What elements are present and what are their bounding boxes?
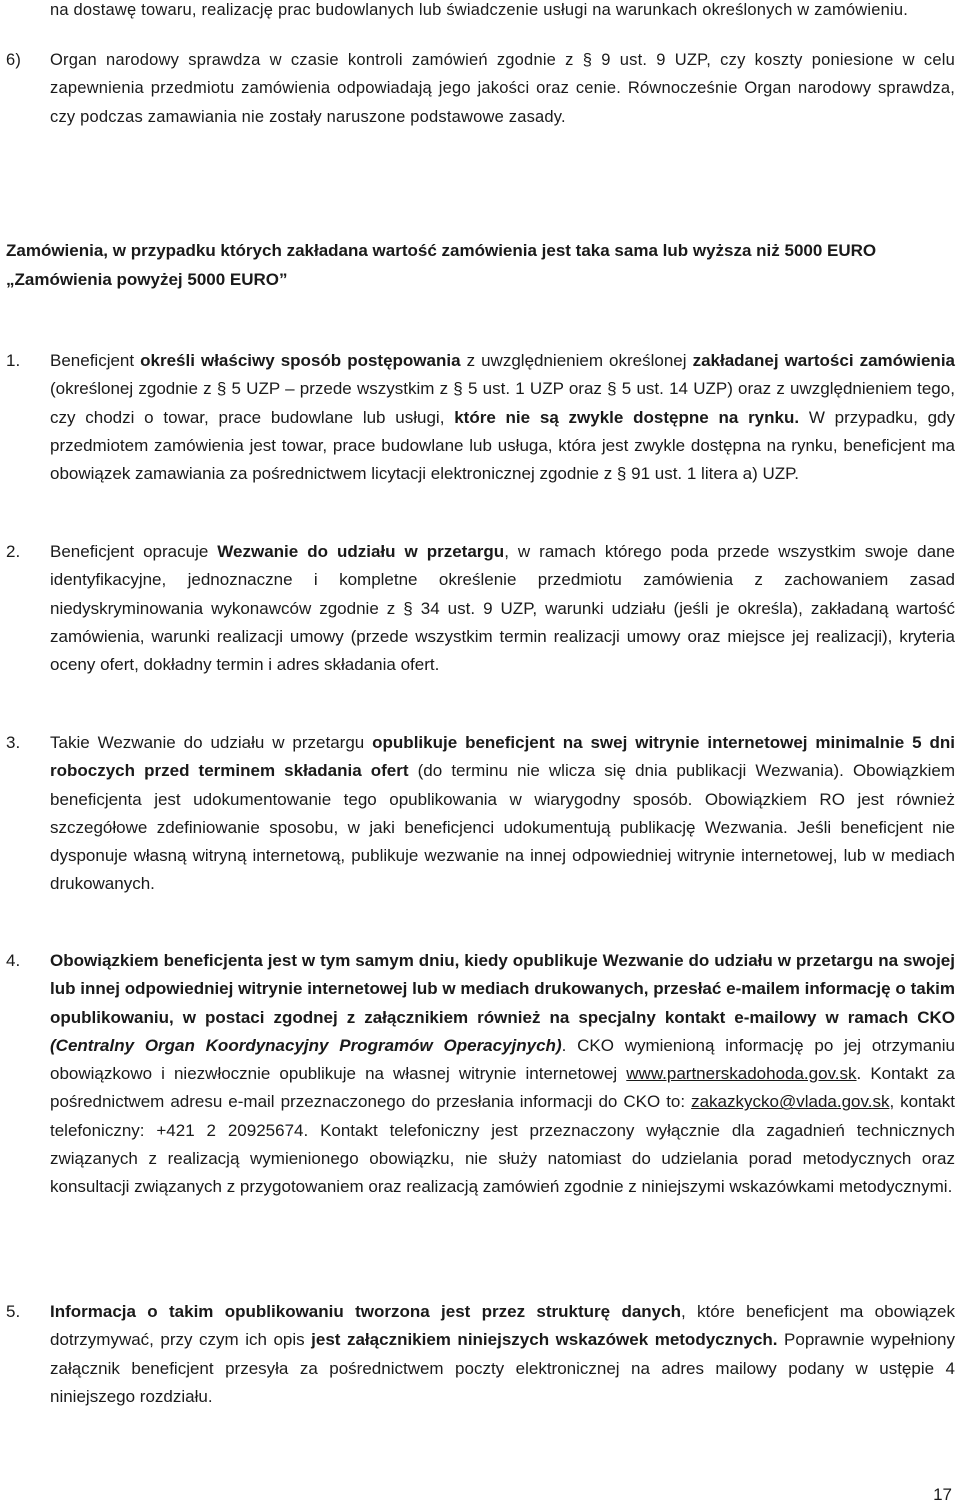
item-4: 4. Obowiązkiem beneficjenta jest w tym samym dniu, kiedy opublikuje Wezwanie do udziału w przetargu na swojej lub innej odpowiedniej witrynie internetowej lub w mediach drukowanych, przesłać e-mailem informację o takim opublikowaniu, w postaci zgodnej z załącznikiem również na specjalny kontakt e-mailowy w ramach CKO (Centralny Organ Koordynacyjny Programów Operacyjnych). CKO wymienioną informację po jej otrzymaniu obowiązkowo i niezwłocznie opublikuje na własnej witrynie internetowej www.partnerskadohoda.gov.sk. Kontakt za pośrednictwem adresu e-mail przeznaczonego do przesłania informacji do CKO to: zakazkycko@vlada.gov.sk, kontakt telefoniczny: +421 2 20925674. Kontakt telefoniczny jest przeznaczony wyłącznie dla zagadnień technicznych związanych z realizacją wymienionego obowiązku, nie służy natomiast do udzielania porad metodycznych oraz konsultacji związanych z przygotowaniem oraz realizacją zamówień zgodnie z niniejszymi wskazówkami metodycznymi. [50,947,955,1202]
cko-email-link[interactable]: zakazkycko@vlada.gov.sk [691,1092,890,1112]
item-1: 1. Beneficjent określi właściwy sposób postępowania z uwzględnieniem określonej zakładanej wartości zamówienia (określonej zgodnie z § 5 UZP – przede wszystkim z § 5 ust. 1 UZP oraz § 5 ust. 14 UZP) oraz z uwzględnieniem tego, czy chodzi o towar, prace budowlane lub usługi, które nie są zwykle dostępne na rynku. W przypadku, gdy przedmiotem zamówienia jest towar, prace budowlane lub usługa, która jest zwykle dostępna na rynku, beneficjent ma obowiązek zamawiania za pośrednictwem licytacji elektronicznej zgodnie z § 91 ust. 1 litera a) UZP. [50,347,955,488]
item-number: 6) [6,51,22,69]
page-number: 17 [933,1485,952,1504]
item-2: 2. Beneficjent opracuje Wezwanie do udziału w przetargu, w ramach którego poda przede wszystkim swoje dane identyfikacyjne, jednoznaczne i kompletne określenie przedmiotu zamówienia z zachowaniem zasad niedyskryminowania wykonawców zgodnie z § 34 ust. 9 UZP, warunki udziału (jeśli je określa), zakładaną wartość zamówienia, warunki realizacji umowy (przede wszystkim termin realizacji umowy oraz miejsce jej realizacji), kryteria oceny ofert, dokładny termin i adres składania ofert. [50,538,955,679]
item-number: 5. [6,1302,21,1321]
item-3: 3. Takie Wezwanie do udziału w przetargu opublikuje beneficjent na swej witrynie internetowej minimalnie 5 dni roboczych przed terminem składania ofert (do terminu nie wlicza się dnia publikacji Wezwania). Obowiązkiem beneficjenta jest udokumentowanie tego opublikowania w wiarygodny sposób. Obowiązkiem RO jest również szczegółowe zdefiniowanie sposobu, w jaki beneficjenci udokumentują publikację Wezwania. Jeśli beneficjent nie dysponuje własną witryną internetową, publikuje wezwanie na innej odpowiedniej witrynie internetowej, lub w mediach drukowanych. [50,729,955,899]
item-number: 2. [6,542,21,561]
item-number: 1. [6,351,21,370]
item-5: 5. Informacja o takim opublikowaniu tworzona jest przez strukturę danych, które beneficjent ma obowiązek dotrzymywać, przy czym ich opis jest załącznikiem niniejszych wskazówek metodycznych. Poprawnie wypełniony załącznik beneficjent przesyła za pośrednictwem poczty elektronicznej na adres mailowy podany w ustępie 4 niniejszego rozdziału. [50,1298,955,1411]
item-number: 4. [6,951,21,970]
item-number: 3. [6,733,21,752]
item-6: 6) Organ narodowy sprawdza w czasie kontroli zamówień zgodnie z § 9 ust. 9 UZP, czy koszty poniesione w celu zapewnienia przedmiotu zamówienia odpowiadają jego jakości oraz cenie. Równocześnie Organ narodowy sprawdza, czy podczas zamawiania nie zostały naruszone podstawowe zasady. [50,46,955,131]
partnerskadohoda-link[interactable]: www.partnerskadohoda.gov.sk [626,1064,857,1084]
section-heading-title: Zamówienia, w przypadku których zakładana wartość zamówienia jest taka sama lub wyższa niż 5000 EURO [6,241,877,260]
section-heading-subtitle: „Zamówienia powyżej 5000 EURO” [6,269,288,289]
section-heading [6,237,956,294]
continued-paragraph: na dostawę towaru, realizację prac budowlanych lub świadczenie usługi na warunkach określonych w zamówieniu. [50,1,909,19]
